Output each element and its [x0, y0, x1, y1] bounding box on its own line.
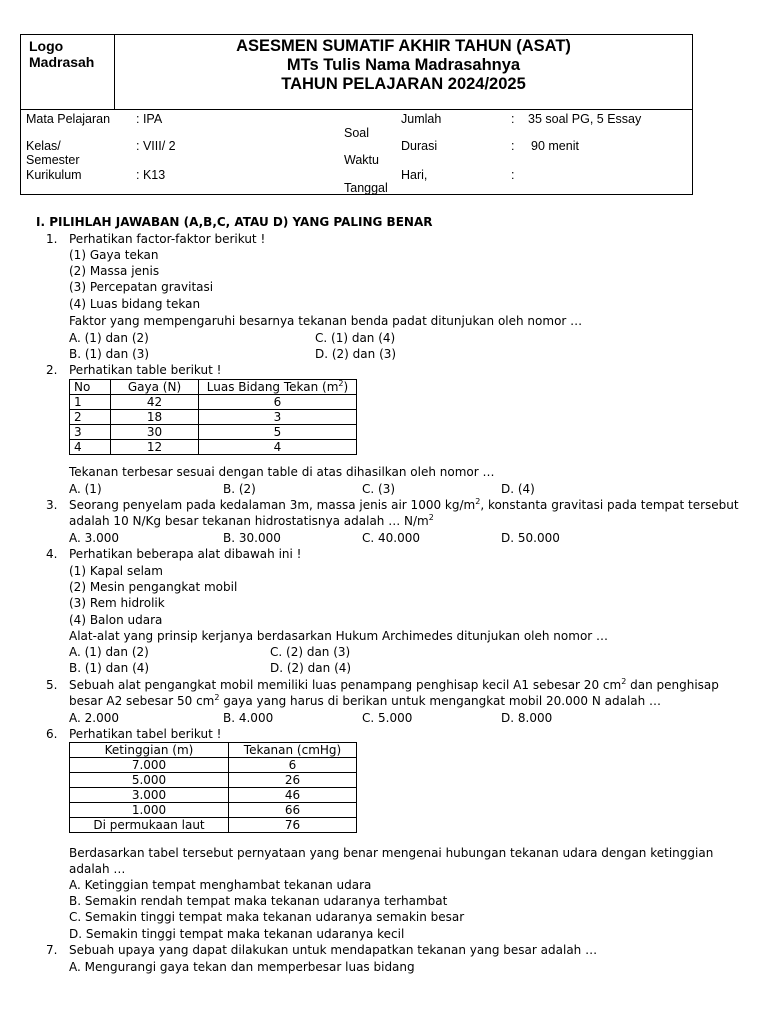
duration-label-2: Waktu — [344, 153, 379, 167]
q5-text-line2: besar A2 sebesar 50 $cm^2$ gaya yang harus di berikan untuk mengangkat mobil 20.000 N adalah … — [69, 693, 662, 708]
pressure-table — [69, 379, 357, 455]
q6-number: 6. — [46, 727, 58, 741]
table-row — [70, 773, 357, 788]
table-header-cell: No — [70, 380, 111, 395]
table-cell: 46 — [229, 788, 357, 803]
table-cell: 18 — [111, 410, 199, 425]
curriculum-value: : K13 — [136, 168, 166, 182]
table-cell: 5 — [199, 425, 357, 440]
q5-option-c: C. 5.000 — [362, 711, 413, 725]
table-row — [70, 788, 357, 803]
table-row — [70, 440, 357, 455]
q2-option-d: D. (4) — [501, 482, 535, 496]
q3-option-b: B. 30.000 — [223, 531, 281, 545]
q5-number: 5. — [46, 678, 58, 692]
q2-number: 2. — [46, 363, 58, 377]
exam-header — [20, 34, 693, 195]
q7-text: Sebuah upaya yang dapat dilakukan untuk mendapatkan tekanan yang besar adalah … — [69, 943, 598, 957]
count-colon: : — [511, 112, 515, 126]
table-cell: 7.000 — [70, 758, 229, 773]
q4-item: (1) Kapal selam — [69, 564, 163, 578]
table-cell: 76 — [229, 818, 357, 833]
table-row — [70, 818, 357, 833]
q5-option-d: D. 8.000 — [501, 711, 553, 725]
logo-placeholder: Logo Madrasah — [21, 35, 115, 109]
table-cell: 6 — [199, 395, 357, 410]
table-row — [70, 758, 357, 773]
table-header-cell: Luas Bidang Tekan $(m^2)$ — [199, 380, 357, 395]
table-cell: 4 — [70, 440, 111, 455]
table-row — [70, 803, 357, 818]
q1-option-a: A. (1) dan (2) — [69, 331, 149, 345]
q4-option-a: A. (1) dan (2) — [69, 645, 149, 659]
q2-stem: Tekanan terbesar sesuai dengan table di atas dihasilkan oleh nomor … — [69, 465, 495, 479]
q4-item: (2) Mesin pengangkat mobil — [69, 580, 238, 594]
q5-option-a: A. 2.000 — [69, 711, 119, 725]
q6-option-b: B. Semakin rendah tempat maka tekanan udaranya terhambat — [69, 894, 448, 908]
q2-text: Perhatikan table berikut ! — [69, 363, 222, 377]
table-header-row — [70, 743, 357, 758]
q1-item: (4) Luas bidang tekan — [69, 297, 201, 311]
q3-text-line2: adalah 10 N/Kg besar tekanan hidrostatisnya adalah … $N/m^2$ — [69, 513, 434, 528]
q2-option-b: B. (2) — [223, 482, 256, 496]
table-cell: 26 — [229, 773, 357, 788]
q4-item: (3) Rem hidrolik — [69, 596, 165, 610]
q2-option-a: A. (1) — [69, 482, 102, 496]
q4-item: (4) Balon udara — [69, 613, 163, 627]
table-cell: 12 — [111, 440, 199, 455]
subject-label: Mata Pelajaran — [26, 112, 111, 126]
q7-option-a: A. Mengurangi gaya tekan dan memperbesar luas bidang — [69, 960, 415, 974]
table-cell: 3.000 — [70, 788, 229, 803]
q4-option-d: D. (2) dan (4) — [270, 661, 352, 675]
q6-option-c: C. Semakin tinggi tempat maka tekanan udaranya semakin besar — [69, 910, 465, 924]
table-cell: 3 — [70, 425, 111, 440]
table-cell: 66 — [229, 803, 357, 818]
curriculum-label: Kurikulum — [26, 168, 82, 182]
duration-colon: : — [511, 139, 515, 153]
date-label-2: Tanggal — [344, 181, 388, 195]
table-cell: 2 — [70, 410, 111, 425]
q3-option-c: C. 40.000 — [362, 531, 420, 545]
q7-number: 7. — [46, 943, 58, 957]
q1-item: (2) Massa jenis — [69, 264, 160, 278]
q3-text-line1: Seorang penyelam pada kedalaman 3m, massa jenis air 1000 $kg/m^2$, konstanta gravitasi pada tempat tersebut — [69, 497, 739, 512]
q4-text: Perhatikan beberapa alat dibawah ini ! — [69, 547, 302, 561]
count-label-2: Soal — [344, 126, 370, 140]
q1-option-c: C. (1) dan (4) — [315, 331, 396, 345]
q4-option-c: C. (2) dan (3) — [270, 645, 351, 659]
date-label: Hari, — [401, 168, 428, 182]
q1-text: Perhatikan factor-faktor berikut ! — [69, 232, 266, 246]
q6-text: Perhatikan tabel berikut ! — [69, 727, 222, 741]
q1-item: (3) Percepatan gravitasi — [69, 280, 214, 294]
header-titles — [115, 35, 692, 111]
count-value: 35 soal PG, 5 Essay — [528, 112, 642, 126]
table-cell: Di permukaan laut — [70, 818, 229, 833]
q3-option-d: D. 50.000 — [501, 531, 560, 545]
q1-option-d: D. (2) dan (3) — [315, 347, 397, 361]
q6-stem-line1: Berdasarkan tabel tersebut pernyataan yang benar mengenai hubungan tekanan udara dengan ketinggian — [69, 846, 714, 860]
q6-option-d: D. Semakin tinggi tempat maka tekanan udaranya kecil — [69, 927, 405, 941]
q2-option-c: C. (3) — [362, 482, 396, 496]
table-cell: 1.000 — [70, 803, 229, 818]
date-colon: : — [511, 168, 515, 182]
table-header-cell: Ketinggian (m) — [70, 743, 229, 758]
count-label: Jumlah — [401, 112, 442, 126]
q1-number: 1. — [46, 232, 58, 246]
class-label: Kelas/ — [26, 139, 61, 153]
table-cell: 30 — [111, 425, 199, 440]
section-title: I. PILIHLAH JAWABAN (A,B,C, ATAU D) YANG PALING BENAR — [36, 215, 433, 229]
q4-option-b: B. (1) dan (4) — [69, 661, 150, 675]
q3-option-a: A. 3.000 — [69, 531, 119, 545]
header-divider — [21, 109, 692, 110]
q3-number: 3. — [46, 498, 58, 512]
table-row — [70, 410, 357, 425]
table-header-row — [70, 380, 357, 395]
table-cell: 6 — [229, 758, 357, 773]
q1-item: (1) Gaya tekan — [69, 248, 159, 262]
school-name: MTs Tulis Nama Madrasahnya — [286, 56, 521, 74]
school-year: TAHUN PELAJARAN 2024/2025 — [281, 75, 526, 93]
table-cell: 4 — [199, 440, 357, 455]
q6-option-a: A. Ketinggian tempat menghambat tekanan udara — [69, 878, 372, 892]
exam-title: ASESMEN SUMATIF AKHIR TAHUN (ASAT) — [236, 37, 571, 55]
q5-option-b: B. 4.000 — [223, 711, 274, 725]
q4-stem: Alat-alat yang prinsip kerjanya berdasarkan Hukum Archimedes ditunjukan oleh nomor … — [69, 629, 609, 643]
table-cell: 3 — [199, 410, 357, 425]
table-row — [70, 395, 357, 410]
subject-value: : IPA — [136, 112, 163, 126]
altitude-table — [69, 742, 357, 833]
q5-text-line1: Sebuah alat pengangkat mobil memiliki luas penampang penghisap kecil A1 sebesar 20 $cm^2$ dan penghisap — [69, 677, 719, 692]
table-header-cell: Tekanan (cmHg) — [229, 743, 357, 758]
duration-label: Durasi — [401, 139, 438, 153]
duration-value: 90 menit — [531, 139, 579, 153]
q1-stem: Faktor yang mempengaruhi besarnya tekanan benda padat ditunjukan oleh nomor … — [69, 314, 583, 328]
q6-stem-line2: adalah … — [69, 862, 126, 876]
table-cell: 42 — [111, 395, 199, 410]
q4-number: 4. — [46, 547, 58, 561]
q1-option-b: B. (1) dan (3) — [69, 347, 150, 361]
table-cell: 5.000 — [70, 773, 229, 788]
table-cell: 1 — [70, 395, 111, 410]
semester-label: Semester — [26, 153, 80, 167]
table-header-cell: Gaya (N) — [111, 380, 199, 395]
class-value: : VIII/ 2 — [136, 139, 176, 153]
table-row — [70, 425, 357, 440]
